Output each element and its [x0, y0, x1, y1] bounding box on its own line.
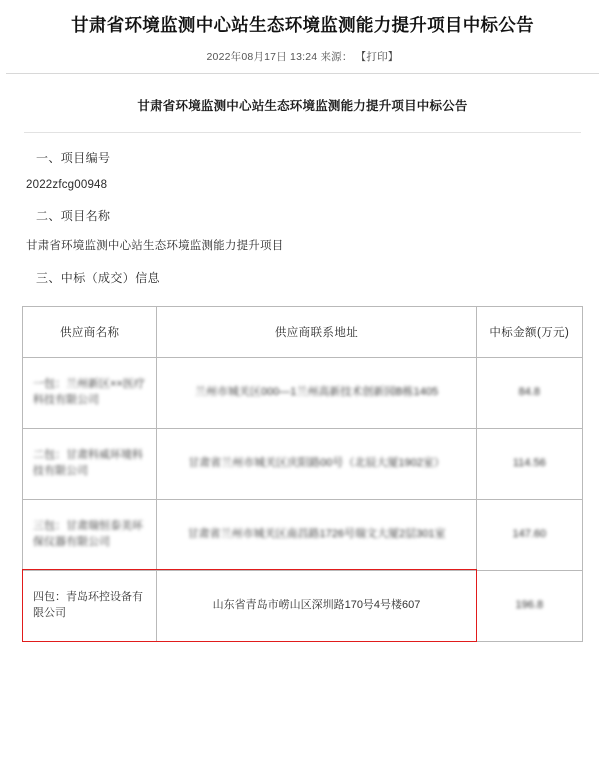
- page-title: 甘肃省环境监测中心站生态环境监测能力提升项目中标公告: [71, 15, 534, 35]
- supplier-address: 兰州市城关区000—1兰州高新技术创新园B栋1405: [157, 357, 476, 428]
- project-name: 甘肃省环境监测中心站生态环境监测能力提升项目: [26, 239, 284, 252]
- supplier-address: 甘肃省兰州市城关区庆阳路00号（北辰大厦1902室）: [157, 428, 476, 499]
- supplier-name: 二包：甘肃科威环境科技有限公司: [23, 428, 157, 499]
- table-row-highlighted: [23, 570, 583, 641]
- table-row: [23, 428, 583, 499]
- column-header-supplier-name: 供应商名称: [23, 306, 157, 357]
- section-heading-3: 三、中标（成交）信息: [36, 270, 161, 285]
- column-header-bid-amount: 中标金额(万元): [476, 306, 582, 357]
- supplier-address: 甘肃省兰州市城关区南昌路1726号瑞文大厦2层301室: [157, 499, 476, 570]
- table-row: [23, 499, 583, 570]
- column-header-supplier-address: 供应商联系地址: [157, 306, 476, 357]
- publish-date: 2022年08月17日 13:24: [206, 50, 318, 63]
- table-row: [23, 357, 583, 428]
- source-label: 来源：: [320, 50, 353, 63]
- table-header-row: [23, 306, 583, 357]
- document-title: 甘肃省环境监测中心站生态环境监测能力提升项目中标公告: [137, 98, 468, 113]
- section-heading-1: 一、项目编号: [36, 150, 111, 165]
- bid-amount: 196.8: [476, 570, 582, 641]
- section-heading-2: 二、项目名称: [36, 208, 111, 223]
- supplier-address: 山东省青岛市崂山区深圳路170号4号楼607: [157, 570, 476, 641]
- bid-table-container: [22, 306, 583, 642]
- article-body: [0, 74, 605, 642]
- project-number: 2022zfcg00948: [26, 178, 108, 191]
- supplier-name: 一包：兰州新区××医疗科技有限公司: [23, 357, 157, 428]
- supplier-name: 四包：青岛环控设备有限公司: [23, 570, 157, 641]
- bid-amount: 147.60: [476, 499, 582, 570]
- article-meta: [0, 37, 605, 73]
- print-button[interactable]: 【打印】: [355, 50, 399, 63]
- bid-amount: 84.8: [476, 357, 582, 428]
- bid-result-table: [22, 306, 583, 642]
- supplier-name: 三包：甘肃瑞恒泰美环保仪器有限公司: [23, 499, 157, 570]
- bid-amount: 114.56: [476, 428, 582, 499]
